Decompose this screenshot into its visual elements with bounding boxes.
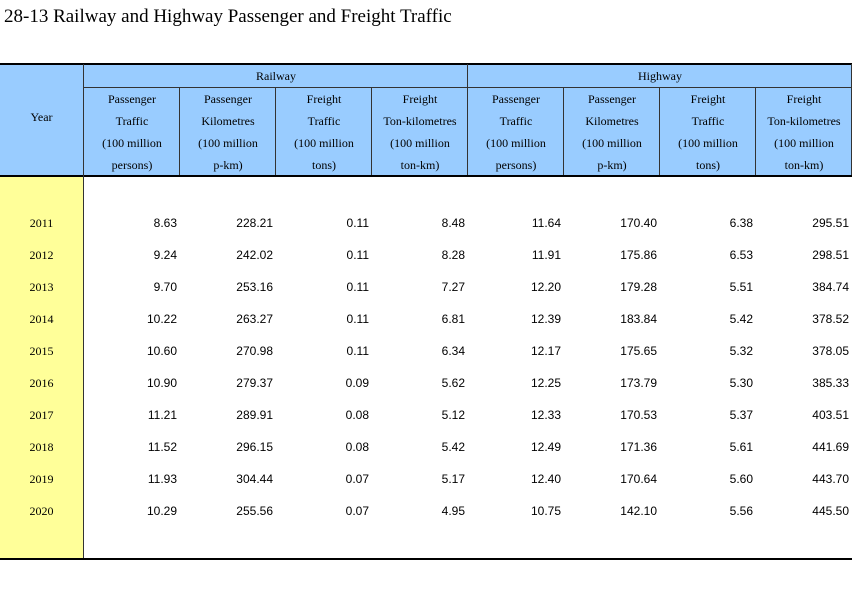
column-header-line: (100 million <box>294 136 354 150</box>
data-cell: 5.62 <box>441 376 465 390</box>
column-header-line: ton-km) <box>400 158 440 172</box>
column-header-line: persons) <box>111 158 153 172</box>
data-cell: 0.11 <box>346 344 369 358</box>
column-header <box>84 88 180 176</box>
data-cell: 304.44 <box>236 472 273 486</box>
column-header-line: Freight <box>690 92 726 106</box>
column-header-line: Freight <box>402 92 438 106</box>
data-cell: 296.15 <box>236 440 273 454</box>
data-cell: 263.27 <box>236 312 273 326</box>
data-cell: 10.22 <box>146 312 177 326</box>
data-cell: 445.50 <box>812 504 849 518</box>
column-header-line: Ton-kilometres <box>383 114 457 128</box>
data-cell: 12.40 <box>530 472 561 486</box>
column-header-line: (100 million <box>390 136 450 150</box>
column-header-line: (100 million <box>198 136 258 150</box>
data-cell: 11.64 <box>531 216 561 230</box>
year-cell: 2011 <box>29 216 54 230</box>
data-cell: 242.02 <box>236 248 273 262</box>
data-cell: 295.51 <box>812 216 849 230</box>
data-cell: 0.11 <box>346 280 369 294</box>
data-cell: 5.17 <box>441 472 465 486</box>
column-header <box>564 88 660 176</box>
data-cell: 5.32 <box>729 344 753 358</box>
column-header-line: Freight <box>306 92 342 106</box>
data-cell: 0.11 <box>346 312 369 326</box>
column-header-line: Passenger <box>108 92 156 106</box>
table-bottom-rule <box>0 558 852 560</box>
column-header-line: tons) <box>696 158 720 172</box>
data-cell: 5.56 <box>729 504 753 518</box>
column-header <box>660 88 756 176</box>
data-cell: 12.25 <box>530 376 561 390</box>
column-header-line: ton-km) <box>784 158 824 172</box>
column-header <box>468 88 564 176</box>
data-cell: 8.63 <box>153 216 177 230</box>
data-cell: 7.27 <box>441 280 465 294</box>
data-cell: 11.21 <box>147 408 177 422</box>
year-cell: 2012 <box>29 248 54 262</box>
column-header <box>276 88 372 176</box>
data-cell: 170.53 <box>620 408 657 422</box>
data-cell: 10.60 <box>146 344 177 358</box>
data-cell: 255.56 <box>236 504 273 518</box>
year-header: Year <box>30 110 53 124</box>
column-header-line: Passenger <box>492 92 540 106</box>
column-header-line: Passenger <box>204 92 252 106</box>
data-cell: 378.05 <box>812 344 849 358</box>
year-cell: 2018 <box>29 440 54 454</box>
data-cell: 11.91 <box>531 248 561 262</box>
data-cell: 5.51 <box>729 280 753 294</box>
column-header-line: p-km) <box>213 158 243 172</box>
column-header-line: (100 million <box>582 136 642 150</box>
data-cell: 9.70 <box>153 280 177 294</box>
column-header-line: Traffic <box>691 114 725 128</box>
data-cell: 12.49 <box>530 440 561 454</box>
column-header-line: Freight <box>786 92 822 106</box>
data-cell: 179.28 <box>620 280 657 294</box>
data-cell: 0.08 <box>345 408 369 422</box>
data-cell: 170.64 <box>620 472 657 486</box>
data-cell: 0.08 <box>345 440 369 454</box>
data-cell: 142.10 <box>620 504 657 518</box>
data-cell: 175.86 <box>620 248 657 262</box>
data-cell: 6.81 <box>441 312 465 326</box>
table-top-rule <box>0 63 852 65</box>
column-header <box>372 88 468 176</box>
data-cell: 0.07 <box>345 472 369 486</box>
year-cell: 2017 <box>29 408 54 422</box>
column-header-line: Traffic <box>115 114 149 128</box>
column-header <box>180 88 276 176</box>
data-cell: 175.65 <box>620 344 657 358</box>
data-cell: 441.69 <box>812 440 849 454</box>
column-header-line: Traffic <box>307 114 341 128</box>
data-cell: 183.84 <box>620 312 657 326</box>
data-cell: 385.33 <box>812 376 849 390</box>
column-header-line: p-km) <box>597 158 627 172</box>
year-cell: 2015 <box>29 344 54 358</box>
data-cell: 270.98 <box>236 344 273 358</box>
column-header-line: (100 million <box>774 136 834 150</box>
year-cell: 2014 <box>29 312 54 326</box>
data-cell: 5.60 <box>729 472 753 486</box>
data-cell: 5.37 <box>729 408 753 422</box>
data-cell: 10.90 <box>146 376 177 390</box>
year-cell: 2013 <box>29 280 54 294</box>
column-header-line: Passenger <box>588 92 636 106</box>
data-cell: 173.79 <box>620 376 657 390</box>
data-cell: 6.53 <box>729 248 753 262</box>
data-cell: 228.21 <box>236 216 273 230</box>
data-cell: 8.28 <box>441 248 465 262</box>
data-cell: 0.11 <box>346 216 369 230</box>
column-header-line: Kilometres <box>585 114 639 128</box>
column-header-line: (100 million <box>486 136 546 150</box>
column-header <box>756 88 852 176</box>
year-cell: 2016 <box>29 376 54 390</box>
column-header-line: tons) <box>312 158 336 172</box>
column-header-line: (100 million <box>102 136 162 150</box>
data-cell: 9.24 <box>153 248 177 262</box>
data-cell: 10.29 <box>146 504 177 518</box>
data-cell: 170.40 <box>620 216 657 230</box>
data-cell: 279.37 <box>236 376 273 390</box>
data-cell: 378.52 <box>812 312 849 326</box>
data-cell: 384.74 <box>812 280 849 294</box>
column-header-line: (100 million <box>678 136 738 150</box>
data-cell: 403.51 <box>812 408 849 422</box>
group-header-railway: Railway <box>256 69 296 83</box>
data-cell: 10.75 <box>530 504 561 518</box>
data-cell: 443.70 <box>812 472 849 486</box>
data-cell: 11.52 <box>147 440 177 454</box>
data-cell: 0.07 <box>345 504 369 518</box>
data-cell: 0.11 <box>346 248 369 262</box>
group-header-highway: Highway <box>638 69 682 83</box>
year-cell: 2020 <box>29 504 54 518</box>
data-cell: 5.30 <box>729 376 753 390</box>
data-cell: 253.16 <box>236 280 273 294</box>
data-cell: 0.09 <box>345 376 369 390</box>
data-cell: 12.39 <box>530 312 561 326</box>
data-cell: 12.17 <box>530 344 561 358</box>
page-title: 28-13 Railway and Highway Passenger and Freight Traffic <box>4 6 452 27</box>
data-cell: 5.12 <box>441 408 465 422</box>
data-cell: 298.51 <box>812 248 849 262</box>
data-cell: 11.93 <box>147 472 177 486</box>
data-cell: 5.42 <box>441 440 465 454</box>
data-cell: 12.33 <box>530 408 561 422</box>
column-header-line: persons) <box>495 158 537 172</box>
column-header-line: Kilometres <box>201 114 255 128</box>
data-cell: 171.36 <box>620 440 657 454</box>
data-cell: 12.20 <box>530 280 561 294</box>
year-cell: 2019 <box>29 472 54 486</box>
column-header-line: Ton-kilometres <box>767 114 841 128</box>
data-cell: 6.34 <box>441 344 465 358</box>
data-cell: 5.42 <box>729 312 753 326</box>
data-cell: 289.91 <box>236 408 273 422</box>
data-cell: 5.61 <box>729 440 753 454</box>
data-cell: 6.38 <box>729 216 753 230</box>
data-cell: 4.95 <box>441 504 465 518</box>
data-cell: 8.48 <box>441 216 465 230</box>
column-header-line: Traffic <box>499 114 533 128</box>
